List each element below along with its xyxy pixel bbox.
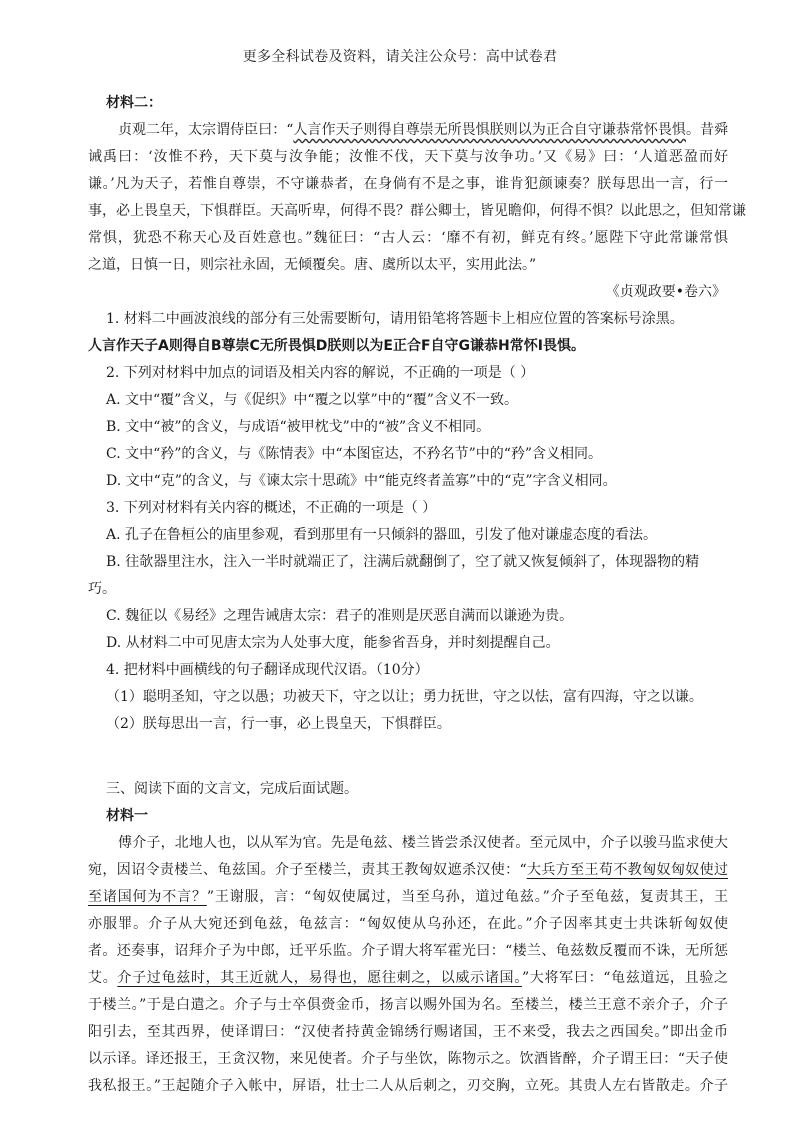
question-2-option-a: A. 文中“覆”含义，与《促织》中“覆之以掌”中的“覆”含义不一致。 [106,392,518,408]
passage-line-end: 。昔舜 [685,122,728,138]
material-two-passage [88,117,746,279]
question-3-option-a: A. 孔子在鲁桓公的庙里参观，看到那里有一只倾斜的器皿，引发了他对谦虚态度的看法。 [106,527,658,543]
passage-line: 诫禹曰：‘汝惟不矜，天下莫与汝争能；汝惟不伐，天下莫与汝争功。’又《易》曰：‘人道恶盈而好 [88,149,728,165]
passage-line: 我私报王。”王起随介子入帐中，屏语，壮士二人从后刺之，刃交胸，立死。其贵人左右皆散走。介子 [88,1078,728,1094]
passage-line [88,884,728,911]
question-2-option-b: B. 文中“被”的含义，与成语“被甲枕戈”中的“被”含义不相同。 [106,419,491,435]
question-2-option-d: D. 文中“克”的含义，与《谏太宗十思疏》中“能克终者盖寡”中的“克”字含义相同。 [106,473,617,489]
question-1: 1. 材料二中画波浪线的部分有三处需要断句，请用铅笔将答题卡上相应位置的答案标号涂黑。 [106,311,684,327]
question-3: 3. 下列对材料有关内容的概述，不正确的一项是（ ） [106,500,437,516]
passage-line [88,857,728,884]
passage-text: ”王谢服，言：“匈奴使属过，当至乌孙，道过龟兹。”介子至龟兹，复责其王，王 [206,889,728,905]
question-4-item-1: （1）聪明圣知，守之以愚；功被天下，守之以让；勇力抚世，守之以怯，富有四海，守之以谦。 [106,689,703,705]
question-3-option-b-continued: 巧。 [88,581,116,597]
underlined-text: 大兵方至王苟不教匈奴匈奴使过 [526,862,728,878]
section-spacer [88,738,728,776]
material-one-title: 材料一 [106,808,148,824]
underlined-text: 介子过龟兹时，其王近就人，易得也，愿往刺之，以威示诸国。 [117,970,522,986]
question-3-option-b: B. 往欹器里注水，注入一半时就端正了，注满后就翻倒了，空了就又恢复倾斜了，体现器物的精 [106,554,700,570]
passage-line: 谦。’凡为天子，若惟自尊崇，不守谦恭者，在身倘有不是之事，谁肯犯颜谏奏？朕每思出一言，行一 [88,176,728,192]
wavy-underlined-text: 人言作天子则得自尊崇无所畏惧朕则以为正合自守谦恭常怀畏惧 [293,122,686,138]
passage-line: 常惧，犹恐不称天心及百姓意也。”魏征曰：“古人云：‘靡不有初，鲜克有终。’愿陛下守此常谦常惧 [88,230,728,246]
material-one-passage [88,830,728,1100]
passage-text: 艾。 [88,970,118,986]
passage-text: ”大将军曰：“龟兹道远，且验之 [521,970,729,986]
material-two-title: 材料二： [106,95,162,111]
passage-line: 之道，日慎一日，则宗社永固，无倾覆矣。唐、虞所以太平，实用此法。” [88,257,537,273]
question-2: 2. 下列对材料中加点的词语及相关内容的解说，不正确的一项是（ ） [106,365,535,381]
passage-line: 于楼兰。”于是白遣之。介子与士卒俱赍金币，扬言以赐外国为名。至楼兰，楼兰王意不亲介子，介子 [88,997,728,1013]
passage-line: 以示译。译还报王，王贪汉物，来见使者。介子与坐饮，陈物示之。饮酒皆醉，介子谓王曰：“天子使 [88,1051,728,1067]
question-4: 4. 把材料中画横线的句子翻译成现代汉语。（10分） [106,662,429,678]
question-3-option-c: C. 魏征以《易经》之理告诫唐太宗：君子的准则是厌恶自满而以谦逊为贵。 [106,608,574,624]
source-citation: 《贞观政要•卷六》 [605,284,726,300]
passage-line: 事，必上畏皇天，下惧群臣。天高听卑，何得不畏？群公卿士，皆见瞻仰，何得不惧？以此思之，但知常谦 [88,203,746,219]
question-1-answer: 人言作天子A则得自B尊崇C无所畏惧D朕则以为E正合F自守G谦恭H常怀I畏惧。 [88,338,585,354]
underlined-text: 至诸国何为不言？ [88,889,207,905]
question-4-item-2: （2）朕每思出一言，行一事，必上畏皇天，下惧群臣。 [106,716,451,732]
passage-text: 宛，因诏令责楼兰、龟兹国。介子至楼兰，责其王教匈奴遮杀汉使：“ [88,862,527,878]
page-header-notice: 更多全科试卷及资料，请关注公众号：高中试卷君 [242,49,558,65]
passage-line: 阳引去，至其西界，使译谓曰：“汉使者持黄金锦绣行赐诸国，王不来受，我去之西国矣。”即出金币 [88,1024,728,1040]
question-3-option-d: D. 从材料二中可见唐太宗为人处事大度，能参省吾身，并时刻提醒自己。 [106,635,560,651]
passage-line: 亦服罪。介子从大宛还到龟兹，龟兹言：“匈奴使从乌孙还，在此。”介子因率其吏士共诛斩匈奴使 [88,916,728,932]
passage-line-start: 贞观二年，太宗谓侍臣曰：“ [118,122,294,138]
passage-line: 者。还奏事，诏拜介子为中郎，迁平乐监。介子谓大将军霍光曰：“楼兰、龟兹数反覆而不诛，无所惩 [88,943,728,959]
passage-line [88,965,728,992]
passage-line: 傅介子，北地人也，以从军为官。先是龟兹、楼兰皆尝杀汉使者。至元凤中，介子以骏马监求使大 [118,835,728,851]
document-body [88,90,746,1100]
question-2-option-c: C. 文中“矜”的含义，与《陈情表》中“本图宦达，不矜名节”中的“矜”含义相同。 [106,446,603,462]
passage-line [88,117,728,144]
section-three-title: 三、阅读下面的文言文，完成后面试题。 [106,781,358,797]
